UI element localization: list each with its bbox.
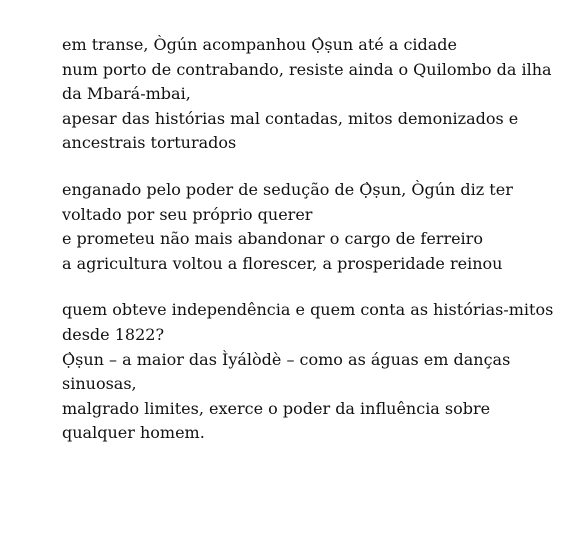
poem-line: quem obteve independência e quem conta as histórias-mitos desde 1822? <box>62 300 554 344</box>
poem-line: em transe, Ògún acompanhou Ọ̀ṣun até a cidade <box>62 35 458 54</box>
stanza-3 <box>62 298 562 446</box>
poem-text <box>62 33 562 468</box>
poem-line: Ọ̀ṣun – a maior das Ìyálòdè – como as águas em danças sinuosas, <box>62 349 511 394</box>
poem-line: a agricultura voltou a florescer, a prosperidade reinou <box>62 253 503 273</box>
poem-line: e prometeu não mais abandonar o cargo de ferreiro <box>62 229 483 249</box>
poem-line: apesar das histórias mal contadas, mitos demonizados e ancestrais torturados <box>62 108 519 153</box>
stanza-1 <box>62 33 562 156</box>
stanza-2 <box>62 178 562 276</box>
poem-line: enganado pelo poder de sedução de Ọ̀ṣun, Ògún diz ter voltado por seu próprio querer <box>62 179 513 224</box>
poem-line: malgrado limites, exerce o poder da influência sobre qualquer homem. <box>62 398 491 443</box>
poem-line: num porto de contrabando, resiste ainda o Quilombo da ilha da Mbará-mbai, <box>62 59 552 104</box>
